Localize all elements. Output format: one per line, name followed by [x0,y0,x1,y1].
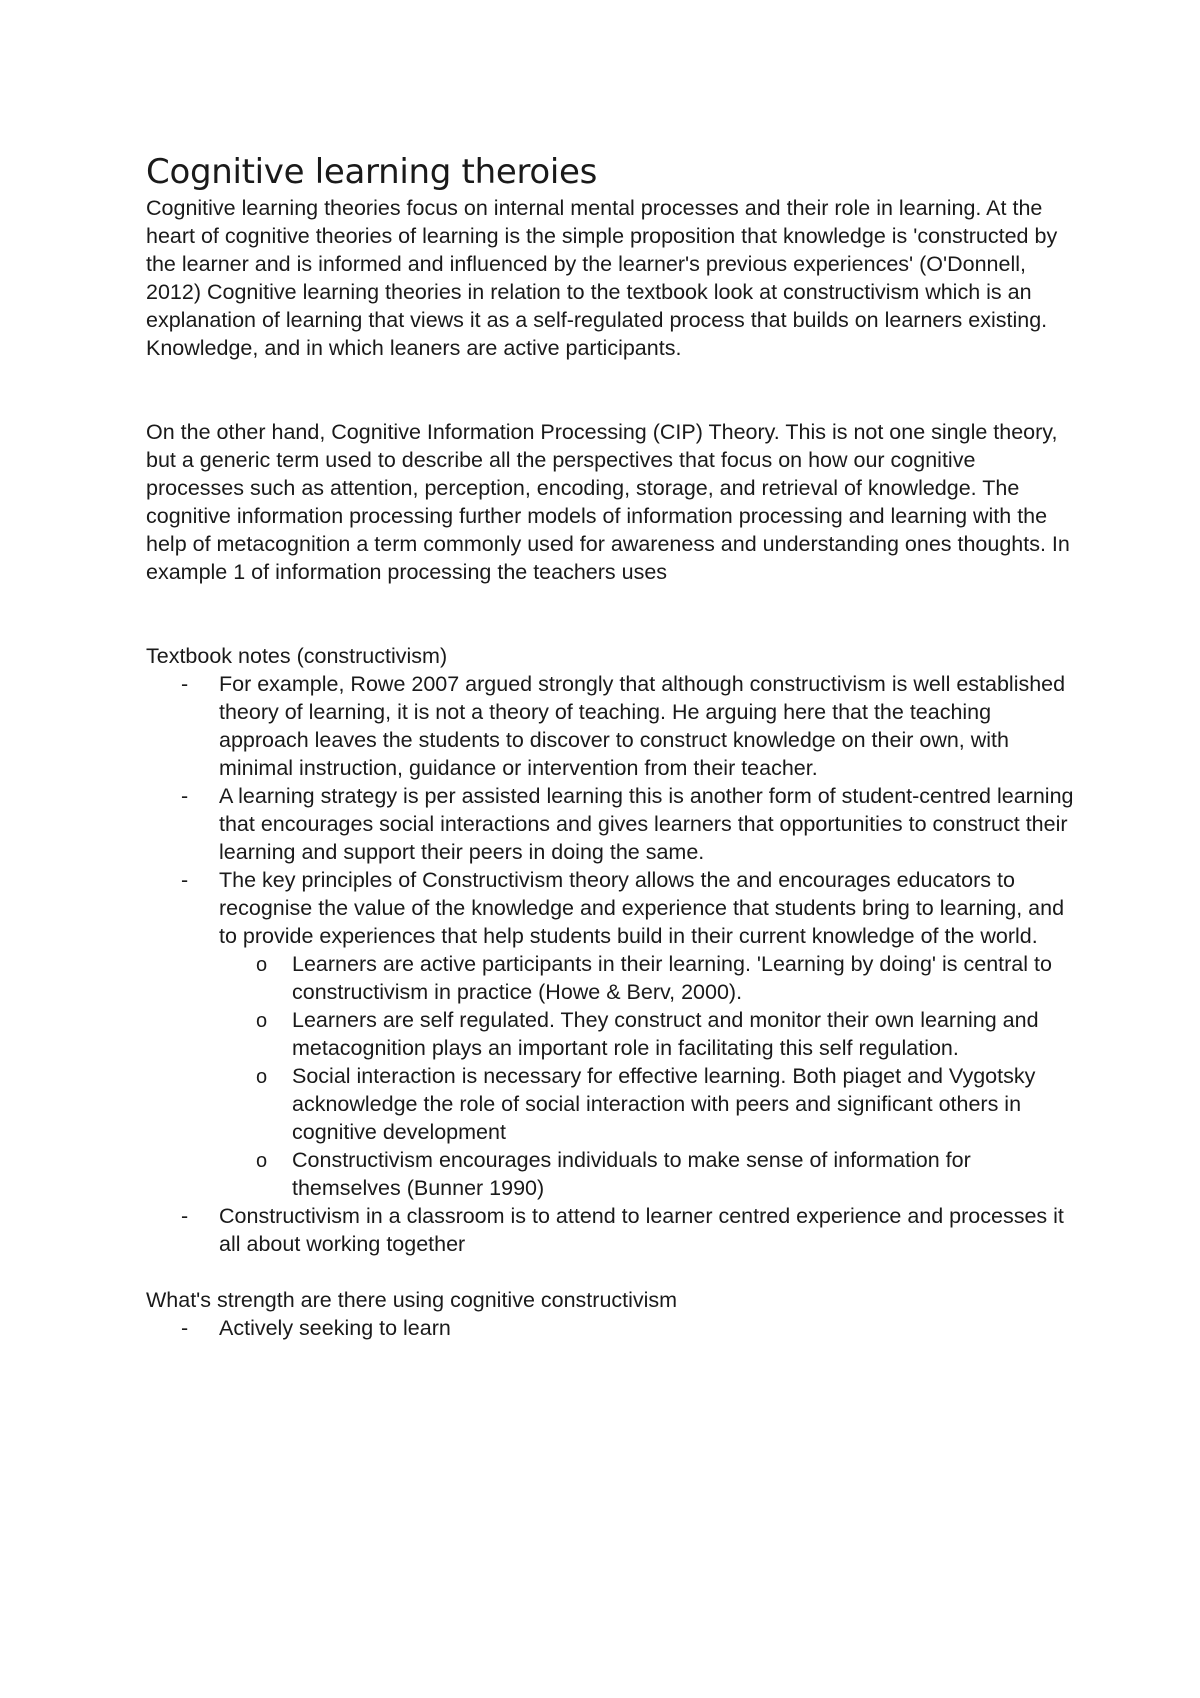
spacer [146,362,1076,418]
list-item [256,1146,1076,1202]
cip-paragraph: On the other hand, Cognitive Information Processing (CIP) Theory. This is not one single theory, but a generic term used to describe all the perspectives that focus on how our cognitive processes such as attention, perception, encoding, storage, and retrieval of knowledge. The cognitive information processing further models of information processing and learning with the help of metacognition a term commonly used for awareness and understanding ones thoughts. In example 1 of information processing the teachers uses [146,420,1070,584]
document-page [146,150,1076,1342]
circle-bullet: o [256,1150,268,1172]
notes-heading: Textbook notes (constructivism) [146,644,448,668]
spacer [146,586,1076,642]
list-item [181,782,1076,866]
list-item [256,1062,1076,1146]
document-title: Cognitive learning theroies [146,152,598,192]
circle-bullet: o [256,1066,268,1088]
list-item-text: Social interaction is necessary for effective learning. Both piaget and Vygotsky acknowledge the role of social interaction with peers and significant others in cognitive development [292,1064,1036,1144]
list-item [181,670,1076,782]
dash-bullet: - [181,784,189,808]
strengths-list [146,1314,1076,1342]
notes-list [146,670,1076,1258]
circle-bullet: o [256,954,268,976]
list-item-text: A learning strategy is per assisted learning this is another form of student-centred learning that encourages social interactions and gives learners that opportunities to construct their learning and support their peers in doing the same. [219,784,1074,864]
circle-bullet: o [256,1010,268,1032]
intro-paragraph: Cognitive learning theories focus on internal mental processes and their role in learning. At the heart of cognitive theories of learning is the simple proposition that knowledge is 'constructed by the learner and is informed and influenced by the learner's previous experiences' (O'Donnell, 2012) Cognitive learning theories in relation to the textbook look at constructivism which is an explanation of learning that views it as a self-regulated process that builds on learners existing. Knowledge, and in which leaners are active participants. [146,196,1058,360]
spacer [146,1258,1076,1286]
list-item [181,1202,1076,1258]
list-item [181,1314,1076,1342]
list-item [181,866,1076,1202]
list-item-text: Actively seeking to learn [219,1316,451,1340]
dash-bullet: - [181,868,189,892]
dash-bullet: - [181,672,189,696]
list-item-text: Learners are self regulated. They construct and monitor their own learning and metacognition plays an important role in facilitating this self regulation. [292,1008,1039,1060]
list-item-text: Learners are active participants in their learning. 'Learning by doing' is central to constructivism in practice (Howe & Berv, 2000). [292,952,1052,1004]
list-item-text: Constructivism in a classroom is to attend to learner centred experience and processes it all about working together [219,1204,1064,1256]
strengths-heading: What's strength are there using cognitive constructivism [146,1288,678,1312]
principles-list [219,950,1076,1202]
dash-bullet: - [181,1204,189,1228]
list-item-text: For example, Rowe 2007 argued strongly that although constructivism is well established theory of learning, it is not a theory of teaching. He arguing here that the teaching approach leaves the students to discover to construct knowledge on their own, with minimal instruction, guidance or intervention from their teacher. [219,672,1066,780]
list-item [256,1006,1076,1062]
list-item-text: Constructivism encourages individuals to make sense of information for themselves (Bunner 1990) [292,1148,971,1200]
list-item-text: The key principles of Constructivism theory allows the and encourages educators to recognise the value of the knowledge and experience that students bring to learning, and to provide experiences that help students build in their current knowledge of the world. [219,868,1065,948]
dash-bullet: - [181,1316,189,1340]
list-item [256,950,1076,1006]
